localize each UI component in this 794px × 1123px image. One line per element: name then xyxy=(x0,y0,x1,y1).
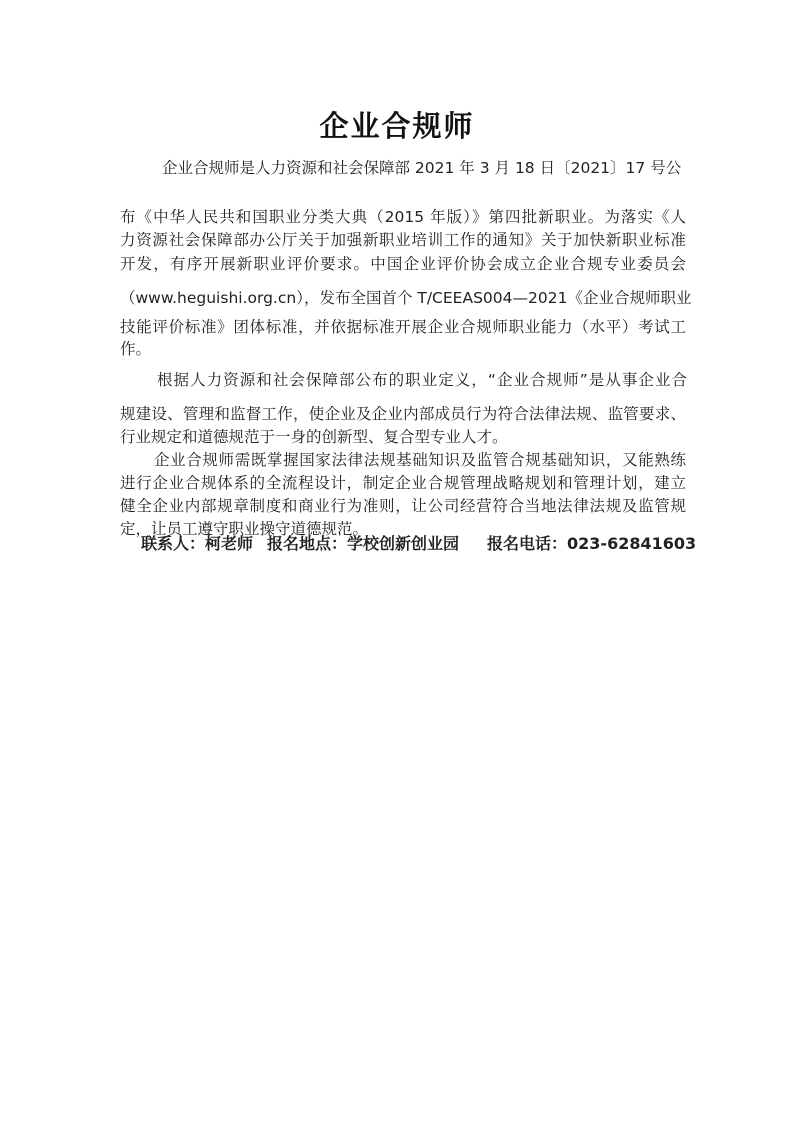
paragraph-1-line-2: 布《中华人民共和国职业分类大典（2015 年版）》第四批新职业。为落实《人 xyxy=(120,208,686,226)
paragraph-3-line-3: 健全企业内部规章制度和商业行为准则，让公司经营符合当地法律法规及监管规 xyxy=(120,497,686,515)
paragraph-2-line-2: 规建设、管理和监督工作，使企业及企业内部成员行为符合法律法规、监管要求、 xyxy=(120,405,686,423)
contact-person: 联系人：柯老师 xyxy=(141,534,254,553)
paragraph-1-line-5: （www.heguishi.org.cn），发布全国首个 T/CEEAS004—2021《企业合规师职业 xyxy=(120,289,692,307)
paragraph-1-line-1: 企业合规师是人力资源和社会保障部 2021 年 3 月 18 日〔2021〕17 号公 xyxy=(162,159,682,177)
paragraph-3-line-2: 进行企业合规体系的全流程设计，制定企业合规管理战略规划和管理计划，建立 xyxy=(120,474,686,492)
paragraph-2-line-1: 根据人力资源和社会保障部公布的职业定义，“企业合规师”是从事企业合 xyxy=(157,371,687,389)
signup-location: 报名地点：学校创新创业园 xyxy=(267,534,460,553)
contact-info xyxy=(141,531,697,554)
paragraph-2-line-3: 行业规定和道德规范于一身的创新型、复合型专业人才。 xyxy=(120,428,508,446)
signup-phone: 报名电话：023-62841603 xyxy=(487,534,697,553)
paragraph-3-line-4: 定，让员工遵守职业操守道德规范。 xyxy=(120,520,369,538)
document-title: 企业合规师 xyxy=(319,109,475,143)
paragraph-1-line-4: 开发，有序开展新职业评价要求。中国企业评价协会成立企业合规专业委员会 xyxy=(120,255,686,273)
paragraph-1-line-7: 作。 xyxy=(120,340,152,358)
paragraph-1-line-3: 力资源社会保障部办公厅关于加强新职业培训工作的通知》关于加快新职业标准 xyxy=(120,231,686,249)
paragraph-1-line-6: 技能评价标准》团体标准，并依据标准开展企业合规师职业能力（水平）考试工 xyxy=(120,318,686,336)
paragraph-3-line-1: 企业合规师需既掌握国家法律法规基础知识及监管合规基础知识，又能熟练 xyxy=(154,451,686,469)
